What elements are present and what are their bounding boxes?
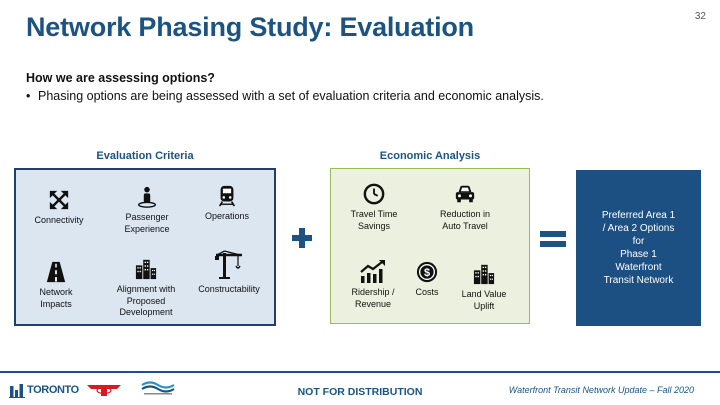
analysis-label: Savings	[357, 220, 391, 231]
buildings-icon	[135, 258, 157, 280]
footer-divider	[0, 371, 720, 373]
criterion-label: Network	[39, 287, 73, 297]
criterion-constructability	[190, 250, 268, 296]
svg-text:$: $	[423, 267, 431, 280]
dollar-coin-icon	[416, 261, 438, 283]
bullet-text: Phasing options are being assessed with a set of evaluation criteria and economic analysis.	[38, 89, 544, 103]
section-heading: How we are assessing options?	[26, 71, 215, 85]
result-line: for	[632, 236, 645, 247]
criterion-connectivity	[24, 189, 94, 227]
slide-title: Network Phasing Study: Evaluation	[26, 12, 474, 42]
result-line: Transit Network	[603, 275, 674, 286]
criterion-operations	[196, 185, 258, 223]
analysis-label: Reduction in	[439, 209, 491, 219]
crane-icon	[214, 250, 244, 280]
bullet-marker: •	[26, 89, 31, 103]
distribution-notice: NOT FOR DISTRIBUTION	[297, 386, 423, 398]
evaluation-criteria-panel	[14, 168, 276, 326]
criterion-alignment-with-proposed-development	[108, 258, 184, 319]
criterion-label: Impacts	[40, 298, 72, 309]
evaluation-criteria-title: Evaluation Criteria	[96, 150, 194, 162]
train-icon	[216, 185, 238, 207]
person-icon	[136, 186, 158, 208]
car-icon	[454, 183, 476, 205]
update-note: Waterfront Transit Network Update – Fall 2020	[508, 385, 694, 395]
criterion-label: Passenger	[125, 212, 169, 222]
road-icon	[45, 261, 67, 283]
result-text	[602, 209, 675, 287]
plus-icon	[292, 228, 312, 248]
criterion-label: Constructability	[198, 284, 260, 294]
economic-analysis-title: Economic Analysis	[379, 150, 481, 162]
criterion-label: Operations	[204, 211, 250, 221]
arrows-out-icon	[48, 189, 70, 211]
criterion-label: Proposed	[126, 295, 166, 306]
analysis-ridership-revenue	[341, 259, 405, 310]
criterion-label: Connectivity	[34, 215, 84, 225]
result-box	[576, 170, 701, 326]
analysis-travel-time-savings	[339, 183, 409, 232]
economic-analysis-panel	[330, 168, 530, 324]
analysis-label: Costs	[415, 287, 439, 297]
analysis-label: Ridership /	[351, 287, 395, 297]
equals-icon	[540, 229, 566, 249]
result-line: Phase 1	[620, 249, 657, 260]
trend-chart-icon	[360, 259, 386, 283]
criterion-label: Alignment with	[116, 284, 176, 294]
analysis-label: Uplift	[473, 300, 495, 311]
result-line: / Area 2 Options	[602, 223, 675, 234]
bullet-item	[26, 89, 544, 103]
analysis-costs	[407, 261, 447, 299]
analysis-land-value-uplift	[449, 263, 519, 312]
analysis-label: Land Value	[461, 289, 507, 299]
result-line: Waterfront	[615, 262, 662, 273]
analysis-label: Travel Time	[350, 209, 398, 219]
page-number: 32	[694, 11, 706, 22]
analysis-reduction-in-auto-travel	[427, 183, 503, 232]
analysis-label: Auto Travel	[442, 220, 488, 231]
criterion-network-impacts	[24, 261, 88, 310]
result-line: Preferred Area 1	[601, 210, 676, 221]
logo-text: TORONTO	[27, 384, 79, 396]
clock-icon	[363, 183, 385, 205]
buildings-icon	[473, 263, 495, 285]
criterion-passenger-experience	[111, 186, 183, 235]
criterion-label: Development	[119, 307, 173, 317]
analysis-label: Revenue	[354, 298, 392, 309]
criterion-label: Experience	[124, 223, 170, 234]
